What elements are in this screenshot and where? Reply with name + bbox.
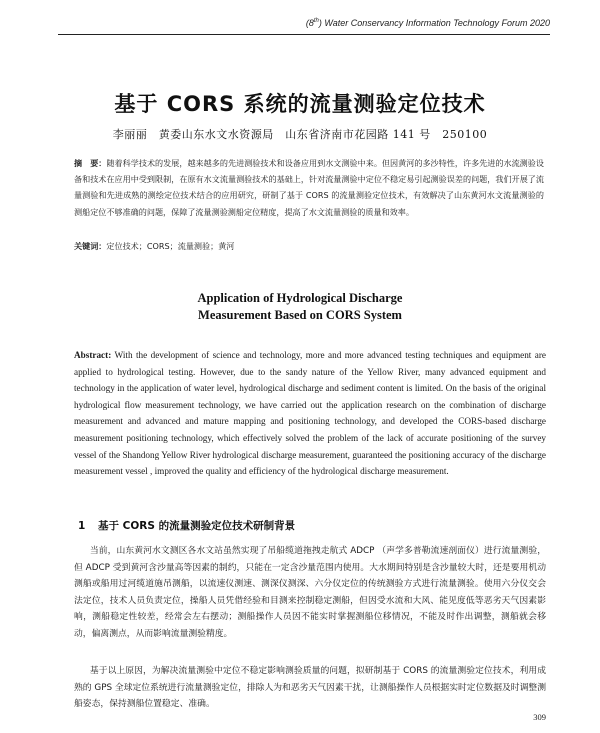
abstract-chinese-label: 摘 要： bbox=[74, 158, 107, 168]
keywords-chinese-label: 关键词： bbox=[74, 241, 107, 251]
keywords-chinese-text: 定位技术；CORS；流量测验；黄河 bbox=[106, 241, 235, 251]
header-rule bbox=[58, 34, 550, 35]
running-head: (8th) Water Conservancy Information Technology Forum 2020 bbox=[305, 18, 550, 28]
paper-title-english bbox=[0, 290, 600, 324]
author-affiliation-line: 李丽丽 黄委山东水文水资源局 山东省济南市花园路 141 号 250100 bbox=[112, 128, 488, 141]
body-paragraph: 基于以上原因，为解决流量测验中定位不稳定影响测验质量的问题，拟研制基于 CORS 的流量测验定位技术，利用成熟的 GPS 全球定位系统进行流量测验定位，排除人为和恶劣天气因素干扰，让测船操作人员根据实时定位数据及时调整测船姿态，保持测船位置稳定、准确。 bbox=[74, 666, 546, 710]
abstract-english-text: With the development of science and technology, more and more advanced testing techniques and equipment are applied to hydrological testing. However, due to the sandy nature of the Yellow River, many advanced equipment and technology in the application of water level, hydrological discharge and sediment content is limited. On the basis of the original hydrological flow measurement technology, we have carried out the application research on the combination of discharge measurement and advanced and mature mapping and positioning technology, and developed the CORS-based discharge measurement positioning technology, which effectively solved the problem of the lack of accurate positioning of the survey vessel of the Shandong Yellow River hydrological discharge measurement, guaranteed the positioning accuracy of the discharge measurement vessel , improved the quality and efficiency of the hydrological discharge measurement. bbox=[74, 350, 546, 477]
keywords-chinese bbox=[74, 241, 544, 252]
page-number: 309 bbox=[533, 712, 546, 722]
running-head-superscript: th bbox=[313, 18, 319, 24]
section-title: 基于 CORS 的流量测验定位技术研制背景 bbox=[98, 520, 296, 532]
body-paragraph: 当前，山东黄河水文测区各水文站虽然实现了吊船缆道拖拽走航式 ADCP （声学多普勒流速剖面仪）进行流量测验，但 ADCP 受到黄河含沙量高等因素的制约，只能在一定含沙量范围内使用。大水期间特别是含沙量较大时，还是要用机动测船或船用过河缆道施吊测船，以流速仪测速、测深仪测深、六分仪定位的传统测验方式进行流量测验。使用六分仪交会法定位，技术人员负责定位，操船人员凭借经验和目测来控制稳定测船，但因受水流和大风、能见度低等恶劣天气因素影响，测船稳定性较差，经常会左右摆动；测船操作人员因不能实时掌握测船位移情况，不能及时作出调整，测船就会移动，偏离测点，从而影响流量测验精度。 bbox=[74, 546, 546, 639]
abstract-chinese bbox=[74, 155, 544, 220]
section-heading bbox=[78, 518, 548, 533]
abstract-chinese-text: 随着科学技术的发展，越来越多的先进测验技术和设备应用到水文测验中来。但因黄河的多沙特性，许多先进的水流测验设备和技术在应用中受到限制，在原有水文流量测验技术的基础上，针对流量测验中定位不稳定易引起测验误差的问题，我们开展了流量测验和先进成熟的测绘定位技术结合的应用研究，研制了基于 CORS 的流量测验定位技术，有效解决了山东黄河水文流量测验的测船定位不够准确的问题，保障了流量测验测船定位精度，提高了水文流量测验的质量和效率。 bbox=[74, 158, 544, 217]
abstract-english bbox=[74, 347, 546, 480]
paper-title-english-line2: Measurement Based on CORS System bbox=[198, 308, 402, 322]
paper-title-english-line1: Application of Hydrological Discharge bbox=[197, 291, 403, 305]
abstract-english-label: Abstract: bbox=[74, 350, 112, 360]
paper-title-chinese: 基于 CORS 系统的流量测验定位技术 bbox=[114, 92, 486, 116]
section-number: 1 bbox=[78, 520, 86, 532]
